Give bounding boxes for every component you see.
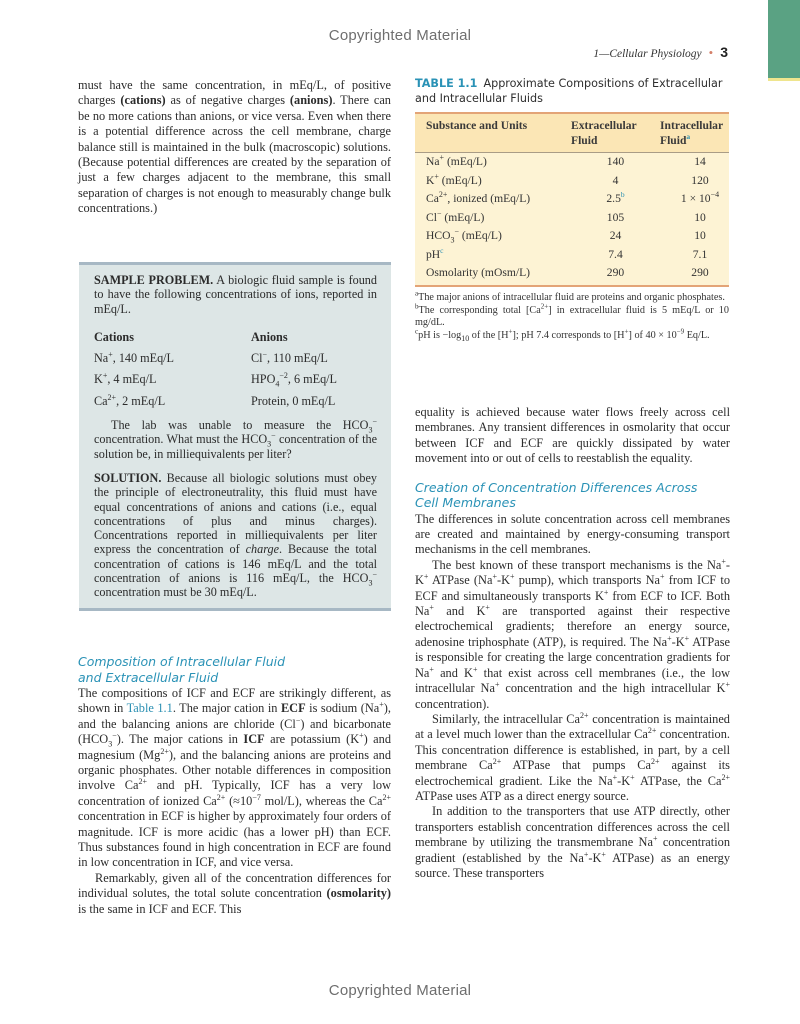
anion-protein: Protein, 0 mEq/L — [251, 393, 336, 408]
col-header-icf: Intracellular Fluid$^a$ — [660, 119, 723, 147]
table-footnotes — [415, 289, 729, 344]
page-number: 3 — [720, 44, 728, 60]
sample-problem-solution: SOLUTION. Because all biologic solutions must obey the principle of electroneutrality, this fluid must have equal concentrations of anions and cations (i.e., equal concentrations of plus and minus charges). Concentrations reported in milliequivalents per liter express the concentration of charge. Because the total concentration of cations is 146 mEq/L and the total concentration of anions is 116 mEq/L, the $HCO_3^-$ concentration must be 30 mEq/L. — [94, 470, 377, 600]
bullet-separator: • — [708, 45, 714, 60]
calcium-paragraph: Similarly, the intracellular $Ca^{2+}$ concentration is maintained at a level much lower than the extracellular $Ca^{2+}$ concentration. This concentration difference is established, in part, by a cell membrane $Ca^{2+}$ ATPase that pumps $Ca^{2+}$ against its electrochemical gradient. Like the Na+-K+ ATPase, the $Ca^{2+}$ ATPase uses ATP as a direct energy source. — [415, 710, 730, 803]
col-header-ecf: Extracellular Fluid — [571, 119, 637, 147]
pump-paragraph: The best known of these transport mechanisms is the Na+-K+ ATPase (Na+-K+ pump), which transports Na+ from ICF to ECF and simultaneously transports K+ from ECF to ICF. Both Na+ and K+ are transported against their respective electrochemical gradients; therefore an energy source, adenosine triphosphate (ATP), is required. The Na+-K+ ATPase is responsible for creating the large concentration gradients for Na+ and K+ that exist across cell membranes (i.e., the low intracellular Na+ concentration and the high intracellular K+ concentration). — [415, 556, 730, 711]
cation-na: Na+, 140 mEq/L — [94, 350, 175, 366]
equality-paragraph: equality is achieved because water flows freely across cell membranes. Any transient differences in osmolarity that occur between ICF and ECF are quickly dissipated by water movement into or out of cells to reestablish the equality. — [415, 405, 730, 466]
right-column-text — [415, 405, 730, 881]
table-row: $HCO_3^-$ (mEq/L) 24 10 — [426, 227, 706, 245]
intro-section — [78, 78, 391, 217]
chapter-thumb-tab — [768, 0, 800, 81]
sample-problem-box — [79, 262, 391, 611]
composition-table — [415, 112, 729, 287]
running-head — [593, 44, 728, 61]
table-number: TABLE 1.1 — [415, 77, 478, 90]
composition-section — [78, 654, 391, 917]
footnote-a: $^a$The major anions of intracellular fluid are proteins and organic phosphates. — [415, 289, 725, 303]
table-1-1-link[interactable]: Table 1.1 — [126, 701, 173, 716]
table-caption — [415, 77, 735, 106]
table-row: $Ca^{2+}$, ionized (mEq/L) 2.5$^b$ $1 \times 10^{-4}$ — [426, 190, 720, 205]
composition-paragraph: The compositions of ICF and ECF are strikingly different, as shown in Table 1.1. The major cation in ECF is sodium (Na+), and the balancing anions are chloride (Cl−) and bicarbonate $(HCO_3^-)$. The major cations in ICF are potassium (K+) and magnesium $(Mg^{2+})$, and the balancing anions are proteins and organic phosphates. Other notable differences in composition involve $Ca^{2+}$ and pH. Typically, ICF has a very low concentration of ionized $Ca^{2+}$ ($\approx 10^{-7}$ mol/L), whereas the $Ca^{2+}$ concentration in ECF is higher by approximately four orders of magnitude. ICF is more acidic (has a lower pH) than ECF. Thus substances found in high concentration in ECF are found in low concentration in ICF, and vice versa. — [78, 686, 391, 870]
sample-problem-intro: SAMPLE PROBLEM. A biologic fluid sample is found to have the following concentrations of ions, reported in mEq/L. — [94, 273, 377, 316]
anion-hpo4: $HPO_4^{-2}$, 6 mEq/L — [251, 371, 337, 389]
transporters-paragraph: In addition to the transporters that use ATP directly, other transporters establish concentration differences across the cell membrane by utilizing the transmembrane Na+ concentration gradient (established by the Na+-K+ ATPase) as an energy source. These transporters — [415, 804, 730, 880]
footnote-c: $^c$pH is $-\log_{10}$ of the [H+]; pH 7.4 corresponds to [H+] of $40 \times 10^{-9}$ Eq/L. — [415, 327, 710, 344]
anion-cl: Cl−, 110 mEq/L — [251, 350, 328, 366]
col-header-substance: Substance and Units — [426, 119, 528, 132]
table-row: $pH^c$ 7.4 7.1 — [426, 245, 708, 261]
cation-k: K+, 4 mEq/L — [94, 371, 157, 387]
osmolarity-paragraph: Remarkably, given all of the concentration differences for individual solutes, the total solute concentration (osmolarity) is the same in ICF and ECF. This — [78, 870, 391, 916]
table-header-row — [415, 114, 729, 153]
differences-paragraph: The differences in solute concentration across cell membranes are created and maintained by energy-consuming transport mechanisms in the cell membranes. — [415, 511, 730, 557]
cations-header: Cations — [94, 329, 134, 344]
ion-concentration-list — [94, 330, 377, 408]
table-row: Osmolarity (mOsm/L) 290 290 — [426, 266, 709, 279]
cation-ca: $Ca^{2+}$, 2 mEq/L — [94, 392, 166, 408]
table-row: K+ (mEq/L) 4 120 — [426, 171, 709, 187]
table-row: Na+ (mEq/L) 140 14 — [426, 153, 706, 168]
table-row: Cl− (mEq/L) 105 10 — [426, 208, 706, 224]
footnote-b: $^b$The corresponding total $[Ca^{2+}]$ in extracellular fluid is 5 mEq/L or 10 mg/dL. — [415, 302, 729, 329]
section-heading-concentration-differences: Creation of Concentration Differences Across Cell Membranes — [415, 479, 698, 511]
intro-paragraph: must have the same concentration, in mEq/L, of positive charges (cations) as of negative charges (anions). There can be no more cations than anions, or vice versa. Even when there is a potential difference across the cell membrane, charge balance still is maintained in the bulk (macroscopic) solutions. (Because potential differences are created by the separation of just a few charges adjacent to the membrane, this small separation of charges is not enough to measurably change bulk concentrations.) — [78, 78, 391, 216]
table-title: Approximate Compositions of Extracellular and Intracellular Fluids — [415, 77, 723, 105]
sample-problem-question: The lab was unable to measure the $HCO_3^-$ concentration. What must the $HCO_3^-$ concentration of the solution be, in milliequivalents per liter? — [94, 417, 377, 461]
copyright-watermark-top: Copyrighted Material — [328, 27, 472, 44]
section-heading-composition: Composition of Intracellular Fluid and Extracellular Fluid — [78, 654, 286, 685]
copyright-watermark-bottom: Copyrighted Material — [328, 982, 472, 999]
chapter-title: 1—Cellular Physiology — [593, 48, 702, 60]
anions-header: Anions — [251, 329, 288, 344]
